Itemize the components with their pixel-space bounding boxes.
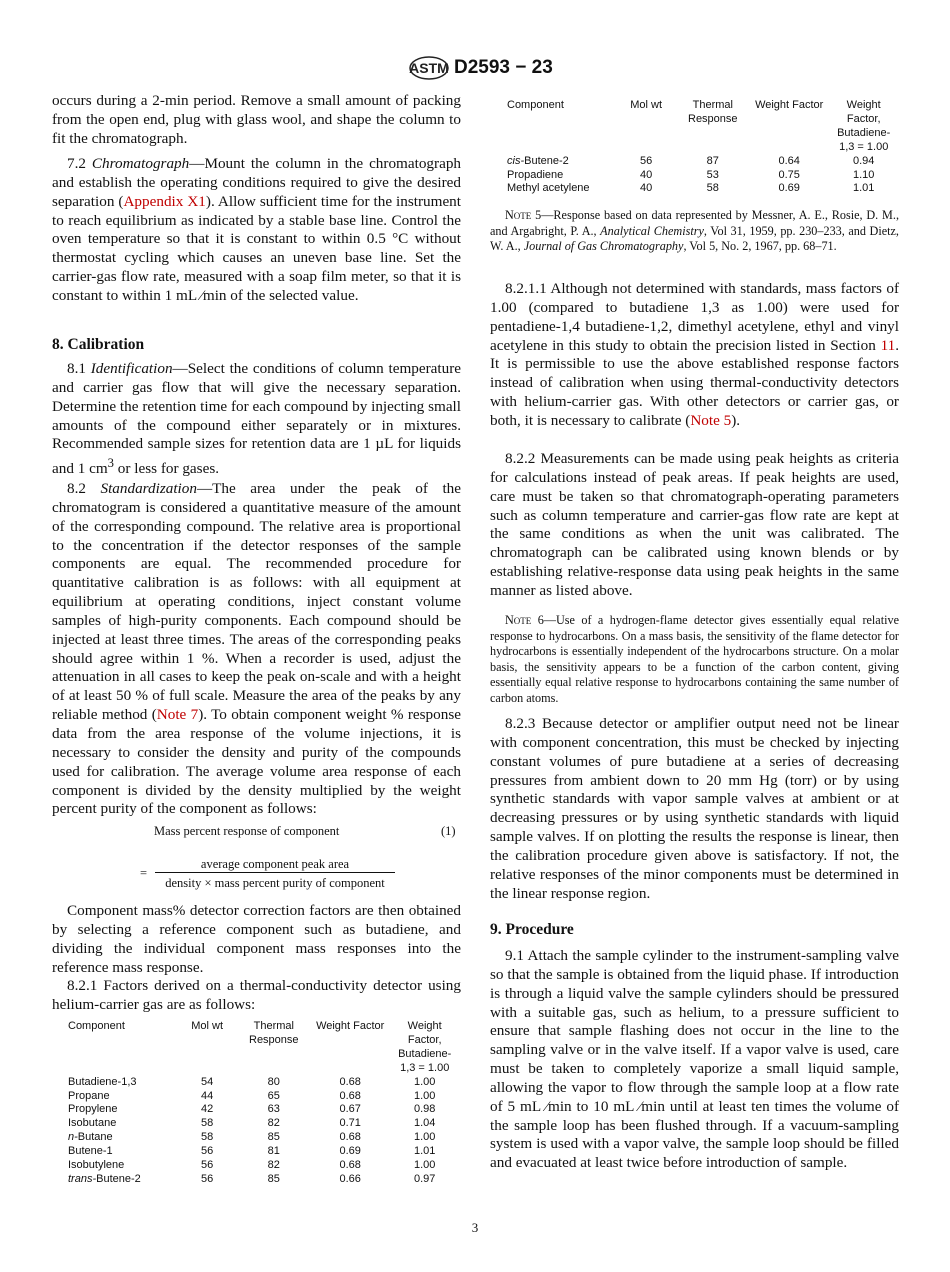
value-cell: 80 [267,1075,280,1088]
text-run: 5—Response based on data represented by Messner, A. E., Rosie, D. M., and Argabright, P. A., [490,208,899,238]
name-prefix: n- [68,1131,78,1144]
italic-text: Analytical Chemistry [600,223,704,238]
text-run: Component mass% detector correction factors are then obtained by selecting a reference component such as butadiene, and dividing the individual component mass responses into the reference mass response. [52,902,461,976]
table-row [68,1090,460,1104]
value-cell: 1.00 [413,1159,436,1172]
cross-reference-link[interactable]: Note 5 [690,411,732,429]
column-header: Thermal Response [249,1020,299,1046]
text-run: —Mount the column in the chromatograph and establish the operating conditions required to give the desired separation ( [52,155,462,210]
value-cell: 1.00 [413,1075,436,1088]
italic-text: Journal of Gas Chromatography [523,239,684,254]
value-cell: 1.00 [413,1131,436,1144]
factors-table-right [507,99,899,196]
component-name-cell: Butene-1 [68,1145,113,1158]
paragraph-8-2-1-1 [490,280,899,431]
text-run: 6—Use of a hydrogen-flame detector gives essentially equal relative response to hydrocarbons. On a mass basis, the sensitivity of the flame detector for hydrocarbons is essentially independent of the hydrocarbons structure. On a molar basis, the sensitivity appears to be a function of the carbon content, giving essentially equal relative response to hydrocarbons containing the same number of carbon atoms. [490,613,899,705]
column-header: Thermal Response [688,99,738,125]
value-cell: 54 [201,1075,214,1088]
value-cell: 40 [640,182,653,195]
value-cell: 44 [201,1089,214,1102]
text-run: 8.2.2 Measurements can be made using peak heights as criteria for calculations instead of peak areas. If peak heights are used, care must be taken so that chromatograph-operating parameters such as column temperature and carrier-gas flow rate are kept at the same conditions as when the unit was calibrated. The chromatograph can be calibrated using known blends or by establishing relative-response data using peak heights in the same manner as listed above. [490,450,899,599]
column-header: Weight Factor, Butadiene-1,3 = 1.00 [398,1020,452,1074]
column-header: Weight Factor [755,99,824,111]
value-cell: 58 [706,182,719,195]
value-cell: 1.00 [413,1089,436,1102]
equation-denominator: density × mass percent purity of component [165,876,385,890]
text-run: ). To obtain component weight % response data from the area response of the volume injections, it is necessary to consider the density and purity of the compounds used for calibration. The average volume area response of each component is divided by the density multiplied by the weight percent purity of the component as follows: [52,706,461,818]
column-header: Component [68,1020,125,1032]
text-run: occurs during a 2-min period. Remove a small amount of packing from the open end, plug with glass wool, and shape the column to fit the chromatograph. [52,92,461,147]
component-name-cell: trans-Butene-2 [68,1172,141,1185]
section-heading-procedure: 9. Procedure [490,921,574,938]
value-cell: 0.68 [339,1089,361,1102]
cross-reference-link[interactable]: Note 7 [156,706,199,724]
value-cell: 63 [267,1103,280,1116]
table-row [68,1076,460,1090]
value-cell: 0.68 [339,1131,361,1144]
text-run: 8.2 [67,480,101,497]
component-name-cell: n-Butane [68,1131,113,1144]
text-run: 9.1 Attach the sample cylinder to the instrument-sampling valve so that the sample is obtained from the liquid phase. If introduction is through a liquid valve the sample cylinders should be pressured with a suitable gas, such as helium, to a pressure sufficient to ensure that sample flashing does not occur in the line to the sampling valve or in the valve itself. If a vapor valve is used, care must be taken to completely vaporize a small liquid sample, allowing the vapor to flow through the sample loop at a flow rate of 5 mL ⁄min to 10 mL ⁄min until at least ten times the volume of the sample loop has been flushed through. If a vacuum-sampling system is used with a vapor valve, the sample loop should be filled and evacuated at least twice before introduction of sample. [490,947,899,1172]
text-run: 8.2.3 Because detector or amplifier output need not be linear with component concentration, this must be checked by injecting constant volumes of pure butadiene at a series of decreasing pressures from ambient down to 20 mm Hg (torr) or by using synthetic standards with vapor sample valves at ambient or at decreasing pressures or by using synthetic standards with liquid sample valves. If on plotting the results the response is linear, then the calibration procedure given above is satisfactory. If not, the relative responses of the minor components must be determined in the linear response region. [490,715,899,902]
table-row [68,1131,460,1145]
value-cell: 58 [201,1117,214,1130]
value-cell: 56 [201,1172,214,1185]
text-run: Note [505,613,532,627]
equation-numerator: average component peak area [155,857,395,873]
table-row [507,155,899,169]
value-cell: 85 [267,1172,280,1185]
text-run: 7.2 [67,155,92,172]
paragraph-9-1 [490,947,899,1173]
text-run: 8.2.1 Factors derived on a thermal-conductivity detector using helium-carrier gas are as follows: [52,977,461,1013]
table-row [68,1173,460,1187]
page-number: 3 [471,1220,479,1235]
component-name-cell: Methyl acetylene [507,182,590,195]
equation-lhs: Mass percent response of component [154,824,340,838]
value-cell: 56 [640,154,653,167]
value-cell: 53 [706,168,719,181]
text-run: —Select the conditions of column temperature and carrier gas flow that will give the necessary separation. Determine the retention time for each compound by injecting small amounts of the compound either separately or in mixtures. Recommended sample sizes for retention data are 1 µL for liquids and 1 cm [52,360,462,478]
document-designation: D2593 − 23 [454,57,553,78]
table-row [68,1117,460,1131]
text-run: ). [731,411,741,429]
italic-text: Identification [90,360,173,377]
column-header: Mol wt [630,99,663,111]
value-cell: 0.68 [339,1159,361,1172]
value-cell: 0.67 [339,1103,361,1116]
value-cell: 1.04 [413,1117,436,1130]
component-name-cell: Isobutane [68,1117,117,1130]
value-cell: 0.69 [778,182,800,195]
value-cell: 0.64 [778,154,800,167]
value-cell: 0.94 [852,154,875,167]
table-header-row [507,99,899,155]
note-5 [490,208,899,255]
paragraph-7-2 [52,155,461,306]
value-cell: 82 [267,1117,280,1130]
component-name-cell: Propadiene [507,168,564,181]
table-header-row [68,1020,460,1076]
value-cell: 81 [267,1145,280,1158]
component-name-cell: Propylene [68,1103,118,1116]
section-heading-calibration: 8. Calibration [52,336,145,353]
paragraph-8-2-1 [52,977,461,1015]
value-cell: 56 [201,1145,214,1158]
text-run: ). Allow sufficient time for the instrument to reach equilibrium as indicated by a stable base line. Control the oven temperature so that it is constant to within 0.5 °C without thermostat cycling which causes an uneven base line. Set the carrier-gas flow rate, measured with a soap film meter, so that it is constant to within 1 mL ⁄min of the selected value. [52,192,461,304]
value-cell: 0.97 [413,1172,436,1185]
table-row [507,169,899,183]
table-row [68,1145,460,1159]
paragraph-8-2-2 [490,450,899,601]
cross-reference-link[interactable]: 11 [880,336,896,354]
value-cell: 0.69 [339,1145,361,1158]
value-cell: 1.10 [852,168,875,181]
text-run: or less for gases. [114,460,220,478]
paragraph-8-2 [52,480,461,819]
paragraph-mass-factors [52,902,461,977]
value-cell: 82 [267,1159,280,1172]
value-cell: 1.01 [413,1145,436,1158]
text-run: , Vol 31, 1959, pp. 230–233, and Dietz, W. A., [490,223,899,254]
text-run: 3 [107,456,114,471]
italic-text: Chromatograph [91,155,190,172]
value-cell: 40 [640,168,653,181]
svg-text:ASTM: ASTM [409,60,449,76]
paragraph-8-2-3 [490,715,899,903]
equation-equals: = [140,866,148,880]
column-header: Component [507,99,564,111]
value-cell: 58 [201,1131,214,1144]
name-prefix: cis- [507,154,525,167]
astm-logo-icon [408,54,450,82]
component-name-cell: Butadiene-1,3 [68,1075,137,1088]
value-cell: 0.66 [339,1172,361,1185]
value-cell: 87 [706,154,719,167]
value-cell: 0.75 [778,168,800,181]
paragraph-continued [52,92,461,149]
equation-number: (1) [441,824,456,838]
column-header: Weight Factor, Butadiene-1,3 = 1.00 [837,99,891,153]
value-cell: 1.01 [852,182,875,195]
value-cell: 65 [267,1089,280,1102]
text-run: 8.2.1.1 Although not determined with standards, mass factors of 1.00 (compared to butadiene 1,3 as 1.00) were used for pentadiene-1,4 butadiene-1,2, dimethyl acetylene, ethyl and vinyl acetylene in this study to obtain the precision listed in Section [490,280,899,354]
column-header: Weight Factor [316,1020,385,1032]
cross-reference-link[interactable]: Appendix X1 [123,192,206,210]
text-run: Note [505,208,532,222]
component-name-cell: Propane [68,1089,110,1102]
text-run: —The area under the peak of the chromatogram is considered a quantitative measure of the amount of the corresponding compound. The relative area is proportional to the concentration if the detector responses of the sample components are equal. The recommended procedure for quantitative calibration is as follows: with all equipment at equilibrium at operating conditions, inject constant volume samples of high-purity components. Each compound should be injected at least three times. The areas of the corresponding peaks should agree within 1 %. When a recorder is used, adjust the attenuation in all cases to keep the peak on-scale and with a height of at least 50 % of full scale. Measure the area of the peaks by any reliable method ( [52,480,462,724]
paragraph-8-1 [52,360,461,479]
column-header: Mol wt [191,1020,224,1032]
value-cell: 56 [201,1159,214,1172]
factors-table-left [68,1020,460,1187]
name-prefix: trans- [68,1172,97,1185]
value-cell: 0.71 [339,1117,361,1130]
value-cell: 85 [267,1131,280,1144]
table-row [68,1159,460,1173]
note-6 [490,613,899,707]
value-cell: 0.98 [413,1103,436,1116]
value-cell: 0.68 [339,1075,361,1088]
component-name-cell: cis-Butene-2 [507,154,569,167]
text-run: 8.1 [67,360,91,377]
table-row [507,182,899,196]
italic-text: Standardization [100,480,197,497]
text-run: , Vol 5, No. 2, 1967, pp. 68–71. [683,239,837,254]
value-cell: 42 [201,1103,214,1116]
component-name-cell: Isobutylene [68,1159,125,1172]
table-row [68,1103,460,1117]
text-run: . It is permissible to use the above established response factors instead of calibration when using thermal-conductivity detectors with helium-carrier gas. With other detectors or carrier gas, or both, it is necessary to calibrate ( [490,336,899,429]
